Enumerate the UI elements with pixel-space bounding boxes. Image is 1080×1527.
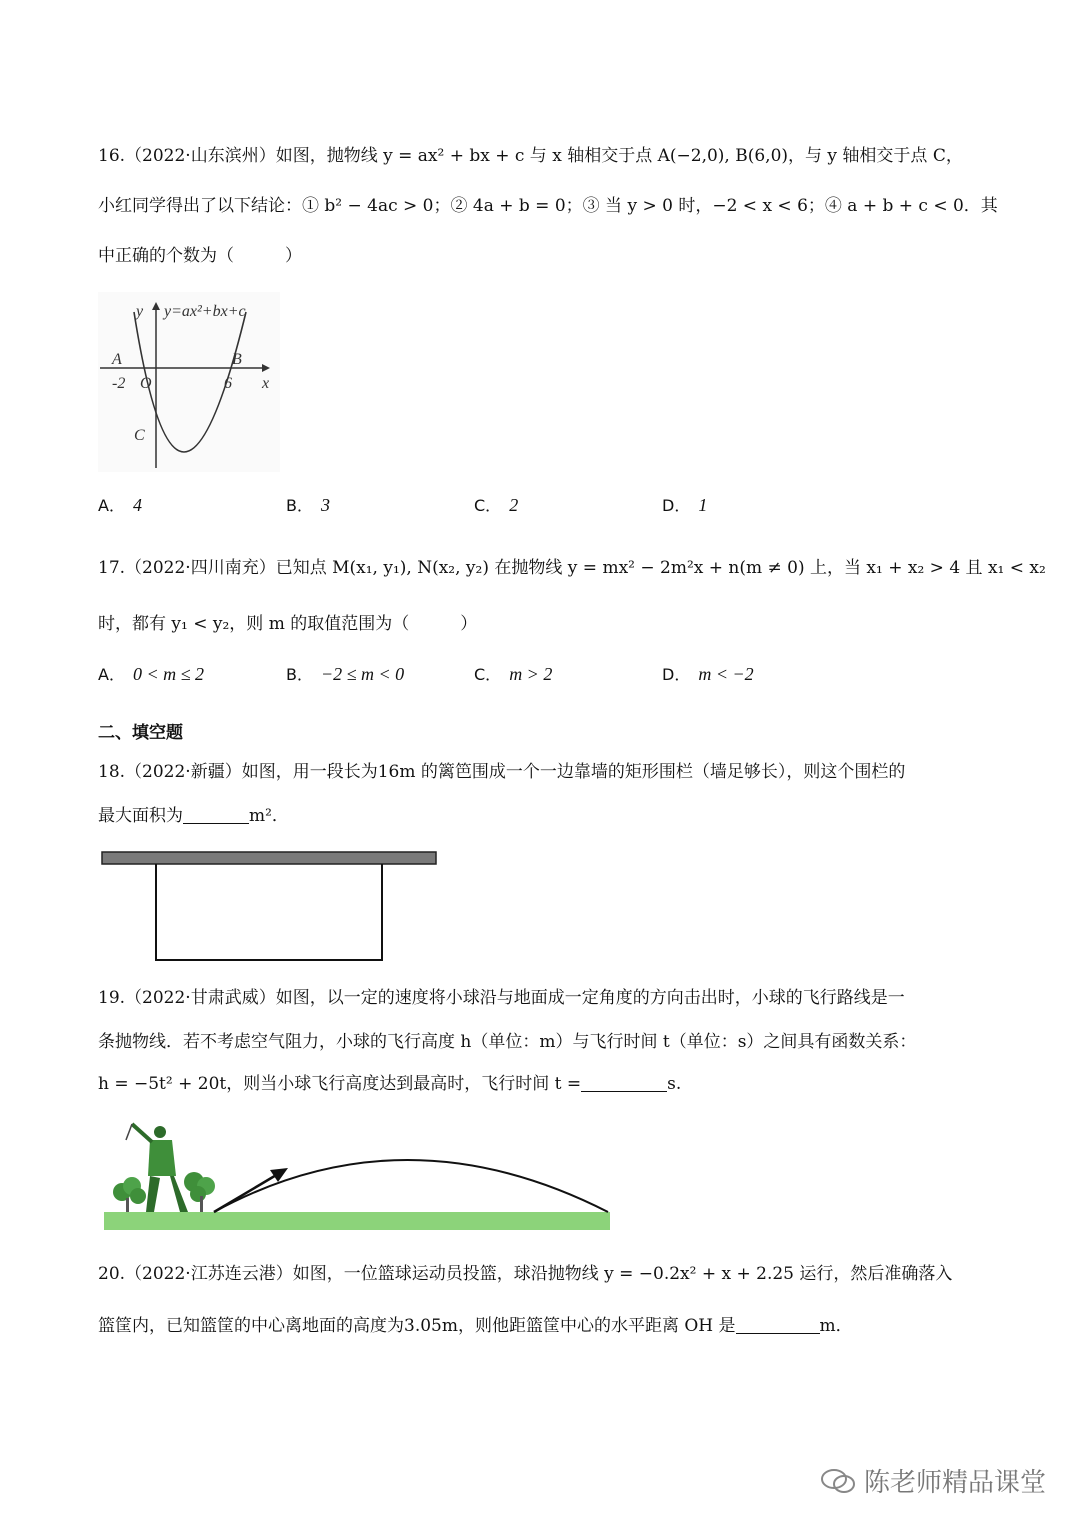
q16-option-b[interactable]: B． 3 [286,495,330,515]
q20-line2: 篮筐内，已知篮筐的中心离地面的高度为3.05m，则他距篮筐中心的水平距离 OH 是 m． [98,1316,853,1336]
wechat-icon [820,1467,856,1495]
q17-option-c[interactable]: C． m > 2 [474,664,553,684]
q16-option-c[interactable]: C． 2 [474,495,519,515]
q19-line1: 19.（2022·甘肃武威）如图，以一定的速度将小球沿与地面成一定角度的方向击出时，小球的飞行路线是一 [98,988,905,1008]
q19-line2: 条抛物线．若不考虑空气阻力，小球的飞行高度 h（单位：m）与飞行时间 t（单位：s）之间具有函数关系： [98,1032,917,1052]
q19-answer-blank[interactable] [581,1073,667,1092]
q18-line2: 最大面积为 m²． [98,806,289,826]
fig-o-label: O [140,375,152,392]
q17-line2: 时，都有 y₁ < y₂，则 m 的取值范围为（ ） [98,614,478,634]
q16-option-d[interactable]: D． 1 [662,495,708,515]
fence [156,864,382,960]
grass [104,1212,610,1230]
q17-option-b[interactable]: B． −2 ≤ m < 0 [286,664,405,684]
q16-line1: 16.（2022·山东滨州）如图，抛物线 y = ax² + bx + c 与 x 轴相交于点 A(−2,0), B(6,0)，与 y 轴相交于点 C， [98,146,963,166]
fig-equation: y=ax²+bx+c [164,303,246,320]
q17-line1: 17.（2022·四川南充）已知点 M(x₁, y₁), N(x₂, y₂) 在抛物线 y = mx² − 2m²x + n(m ≠ 0) 上，当 x₁ + x₂ > 4 且 x₁ < x₂ [98,558,1046,578]
fig-neg2-label: -2 [112,375,126,392]
fig-a-label: A [112,351,122,368]
q18-line1: 18.（2022·新疆）如图，用一段长为16m 的篱笆围成一个一边靠墙的矩形围栏（墙足够长），则这个围栏的 [98,762,906,782]
q19-line3: h = −5t² + 20t，则当小球飞行高度达到最高时，飞行时间 t = s. [98,1074,682,1094]
fig-c-label: C [134,427,145,444]
watermark-text: 陈老师精品课堂 [863,1468,1046,1498]
fig-b-label: B [232,351,242,368]
fig-six-label: 6 [224,375,232,392]
q17-option-d[interactable]: D． m < −2 [662,664,754,684]
fig-x-label: x [262,375,270,392]
q20-answer-blank[interactable] [736,1315,820,1334]
q19-golf-figure [102,1116,612,1234]
left-bush-icon [113,1177,146,1212]
section-heading: 二、填空题 [98,723,183,743]
q20-line1: 20.（2022·江苏连云港）如图，一位篮球运动员投篮，球沿抛物线 y = −0.2x² + x + 2.25 运行，然后准确落入 [98,1264,953,1284]
q16-option-a[interactable]: A． 4 [98,495,142,515]
q16-line3: 中正确的个数为（ ） [98,246,302,266]
q16-parabola-figure [98,292,280,472]
wall [102,852,436,864]
q18-answer-blank[interactable] [183,805,249,824]
q18-fence-figure [100,848,442,964]
watermark [820,1462,1046,1499]
trajectory [214,1160,608,1212]
right-bush-icon [184,1172,215,1212]
fig-y-label: y [136,303,144,320]
launch-arrow [214,1174,278,1212]
q17-option-a[interactable]: A． 0 < m ≤ 2 [98,664,204,684]
q16-line2: 小红同学得出了以下结论：① b² − 4ac > 0；② 4a + b = 0；③ 当 y > 0 时，−2 < x < 6；④ a + b + c < 0．其 [98,196,998,216]
